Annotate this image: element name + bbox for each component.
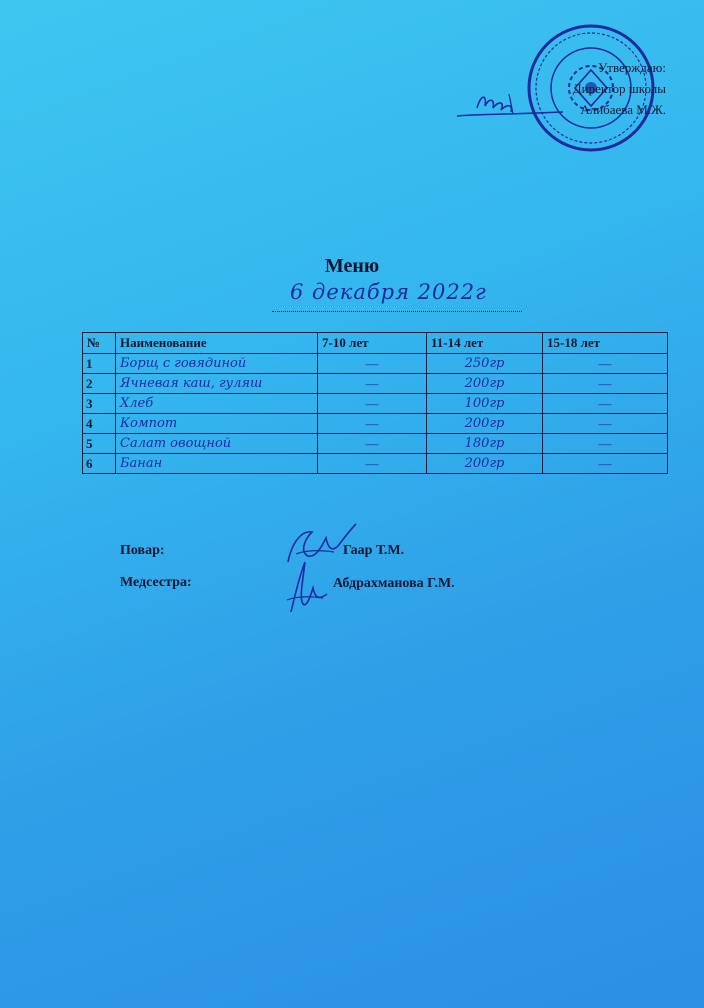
dish-name: Борщ с говядиной (116, 354, 318, 374)
nurse-signature (283, 558, 331, 616)
portion-7-10: — (318, 374, 427, 394)
director-signature (455, 88, 565, 124)
col-header-num: № (83, 333, 116, 354)
portion-7-10: — (318, 354, 427, 374)
row-num: 1 (83, 354, 116, 374)
row-num: 5 (83, 434, 116, 454)
portion-11-14: 200гр (427, 374, 543, 394)
nurse-name: Абдрахманова Г.М. (333, 576, 455, 591)
approval-block (573, 57, 666, 120)
dish-name: Салат овощной (116, 434, 318, 454)
col-header-7-10: 7-10 лет (318, 333, 427, 354)
row-num: 2 (83, 374, 116, 394)
portion-11-14: 200гр (427, 414, 543, 434)
approval-name: Алибаева М.Ж. (580, 102, 666, 117)
dish-name: Компот (116, 414, 318, 434)
portion-7-10: — (318, 454, 427, 474)
row-num: 3 (83, 394, 116, 414)
menu-table (82, 332, 668, 474)
portion-11-14: 100гр (427, 394, 543, 414)
portion-15-18: — (543, 394, 668, 414)
cook-label: Повар: (120, 543, 165, 558)
col-header-11-14: 11-14 лет (427, 333, 543, 354)
nurse-label: Медсестра: (120, 575, 192, 590)
portion-11-14: 200гр (427, 454, 543, 474)
portion-15-18: — (543, 454, 668, 474)
table-row (83, 354, 668, 374)
portion-15-18: — (543, 434, 668, 454)
table-row (83, 374, 668, 394)
table-row (83, 414, 668, 434)
date-underline (272, 311, 522, 312)
portion-7-10: — (318, 414, 427, 434)
col-header-name: Наименование (116, 333, 318, 354)
portion-15-18: — (543, 354, 668, 374)
page-title: Меню (324, 255, 380, 277)
portion-7-10: — (318, 434, 427, 454)
table-header-row (83, 333, 668, 354)
cook-name: Гаар Т.М. (343, 543, 405, 558)
table-row (83, 454, 668, 474)
dish-name: Банан (116, 454, 318, 474)
portion-7-10: — (318, 394, 427, 414)
row-num: 4 (83, 414, 116, 434)
menu-date: 6 декабря 2022г (290, 280, 487, 304)
dish-name: Хлеб (116, 394, 318, 414)
portion-15-18: — (543, 414, 668, 434)
col-header-15-18: 15-18 лет (543, 333, 668, 354)
portion-11-14: 250гр (427, 354, 543, 374)
dish-name: Ячневая каш, гуляш (116, 374, 318, 394)
approval-title: Утверждаю: (598, 60, 666, 75)
row-num: 6 (83, 454, 116, 474)
table-row (83, 434, 668, 454)
table-row (83, 394, 668, 414)
approval-position: Директор школы (572, 81, 666, 96)
portion-15-18: — (543, 374, 668, 394)
portion-11-14: 180гр (427, 434, 543, 454)
